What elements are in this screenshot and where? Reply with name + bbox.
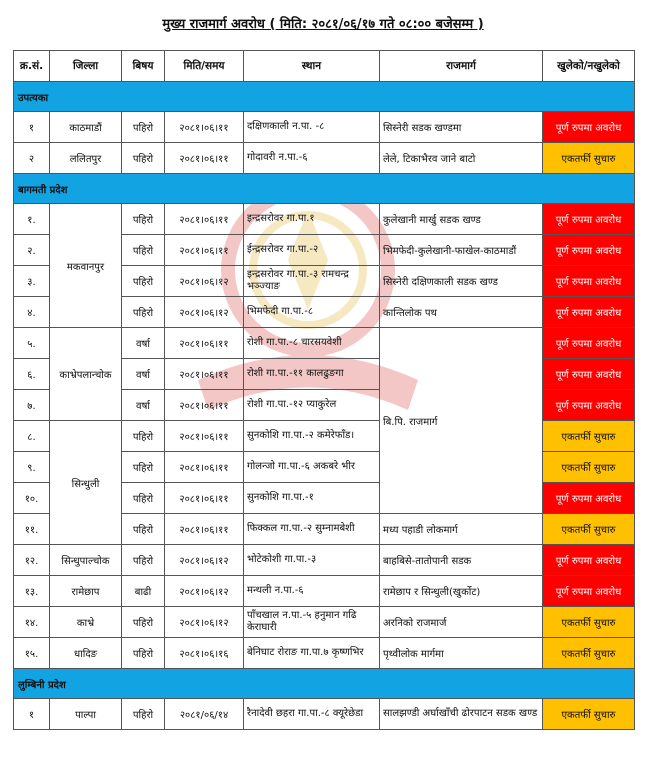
highway-cell: पृथ्वीलोक मार्गमा bbox=[380, 638, 543, 669]
sn-cell: ८. bbox=[14, 421, 50, 452]
highway-cell: बि.पि. राजमार्ग bbox=[380, 328, 543, 514]
place-cell: फिक्कल गा.पा.-२ सुम्नामबेशी bbox=[244, 514, 380, 545]
date-cell: २०८१।०६।११ bbox=[165, 143, 244, 174]
place-cell: रोशी गा.पा.-११ कालढुङगा bbox=[244, 359, 380, 390]
status-cell: एकतर्फी सुचारु bbox=[543, 514, 635, 545]
subject-cell: वर्षा bbox=[122, 328, 165, 359]
date-cell: २०८१।०६।१२ bbox=[165, 576, 244, 607]
status-cell: पूर्ण रुपमा अवरोध bbox=[543, 545, 635, 576]
subject-cell: पहिरो bbox=[122, 204, 165, 235]
table-row bbox=[14, 204, 635, 235]
date-cell: २०८१।०६।११ bbox=[165, 514, 244, 545]
status-cell: एकतर्फी सुचारु bbox=[543, 143, 635, 174]
district-cell: पाल्पा bbox=[50, 699, 122, 730]
date-cell: २०८१।०६।११ bbox=[165, 112, 244, 143]
place-cell: रोशी गा.पा.-१२ प्याकुरेल bbox=[244, 390, 380, 421]
place-cell: ईन्द्रसरोवर गा.पा.-२ bbox=[244, 235, 380, 266]
status-cell: एकतर्फी सुचारु bbox=[543, 607, 635, 638]
subject-cell: पहिरो bbox=[122, 235, 165, 266]
place-cell: पाँचखाल न.पा.-५ हनुमान गढि केराघारी bbox=[244, 607, 380, 638]
table-row bbox=[14, 545, 635, 576]
subject-cell: पहिरो bbox=[122, 421, 165, 452]
place-cell: गोदावरी न.पा.-६ bbox=[244, 143, 380, 174]
subject-cell: पहिरो bbox=[122, 143, 165, 174]
district-cell: रामेछाप bbox=[50, 576, 122, 607]
sn-cell: २ bbox=[14, 143, 50, 174]
sn-cell: १ bbox=[14, 699, 50, 730]
subject-cell: पहिरो bbox=[122, 638, 165, 669]
status-cell: पूर्ण रुपमा अवरोध bbox=[543, 483, 635, 514]
date-cell: २०८१।०६।११ bbox=[165, 359, 244, 390]
subject-cell: वर्षा bbox=[122, 390, 165, 421]
place-cell: इन्द्रसरोवर गा.पा.१ bbox=[244, 204, 380, 235]
subject-cell: पहिरो bbox=[122, 452, 165, 483]
header-highway: राजमार्ग bbox=[380, 51, 543, 82]
section-title: लुम्बिनी प्रदेश bbox=[14, 669, 635, 699]
sn-cell: ७. bbox=[14, 390, 50, 421]
sn-cell: ५. bbox=[14, 328, 50, 359]
subject-cell: वर्षा bbox=[122, 359, 165, 390]
sn-cell: ६. bbox=[14, 359, 50, 390]
date-cell: २०८१/०६/१४ bbox=[165, 699, 244, 730]
sn-cell: १३. bbox=[14, 576, 50, 607]
section-row bbox=[14, 174, 635, 204]
table-row bbox=[14, 112, 635, 143]
district-cell: काभ्रे bbox=[50, 607, 122, 638]
highway-cell: अरनिको राजमार्ज bbox=[380, 607, 543, 638]
header-subject: बिषय bbox=[122, 51, 165, 82]
sn-cell: १४. bbox=[14, 607, 50, 638]
subject-cell: पहिरो bbox=[122, 699, 165, 730]
highway-obstruction-table bbox=[13, 50, 635, 730]
sn-cell: ४. bbox=[14, 297, 50, 328]
highway-cell: कान्तिलोक पथ bbox=[380, 297, 543, 328]
district-cell: काठमाडौं bbox=[50, 112, 122, 143]
header-status: खुलेको/नखुलेको bbox=[543, 51, 635, 82]
status-cell: पूर्ण रुपमा अवरोध bbox=[543, 297, 635, 328]
highway-cell: सिस्नेरी दक्षिणकाली सडक खण्ड bbox=[380, 266, 543, 297]
subject-cell: पहिरो bbox=[122, 514, 165, 545]
status-cell: पूर्ण रुपमा अवरोध bbox=[543, 266, 635, 297]
sn-cell: १ bbox=[14, 112, 50, 143]
date-cell: २०८१।०६।१२ bbox=[165, 545, 244, 576]
highway-cell: कुलेखानी मार्खु सडक खण्ड bbox=[380, 204, 543, 235]
place-cell: रैनादेवी छहरा गा.पा.-८ क्यूरेछेडा bbox=[244, 699, 380, 730]
table-row bbox=[14, 143, 635, 174]
section-row bbox=[14, 669, 635, 699]
table-row bbox=[14, 328, 635, 359]
place-cell: सुनकोशि गा.पा.-१ bbox=[244, 483, 380, 514]
place-cell: भोटेकोशी गा.पा.-३ bbox=[244, 545, 380, 576]
district-cell: मकवानपुर bbox=[50, 204, 122, 328]
district-cell: काभ्रेपलान्चोक bbox=[50, 328, 122, 421]
subject-cell: पहिरो bbox=[122, 266, 165, 297]
date-cell: २०८१।०६।११ bbox=[165, 483, 244, 514]
place-cell: बेनिघाट रोराङ गा.पा.७ कृष्णभिर bbox=[244, 638, 380, 669]
sn-cell: ११. bbox=[14, 514, 50, 545]
district-cell: सिन्धुली bbox=[50, 421, 122, 545]
status-cell: पूर्ण रुपमा अवरोध bbox=[543, 112, 635, 143]
date-cell: २०८१।०६।११ bbox=[165, 328, 244, 359]
district-cell: ललितपुर bbox=[50, 143, 122, 174]
highway-cell: भिमफेदी-कुलेखानी-फाखेल-काठमाडौं bbox=[380, 235, 543, 266]
sn-cell: १. bbox=[14, 204, 50, 235]
table-header-row bbox=[14, 51, 635, 82]
header-date: मिति/समय bbox=[165, 51, 244, 82]
date-cell: २०८१।०६।१२ bbox=[165, 266, 244, 297]
header-district: जिल्ला bbox=[50, 51, 122, 82]
status-cell: एकतर्फी सुचारु bbox=[543, 699, 635, 730]
section-row bbox=[14, 82, 635, 112]
status-cell: पूर्ण रुपमा अवरोध bbox=[543, 235, 635, 266]
subject-cell: पहिरो bbox=[122, 483, 165, 514]
subject-cell: पहिरो bbox=[122, 607, 165, 638]
highway-cell: रामेछाप र सिन्धुली(खुर्कोट) bbox=[380, 576, 543, 607]
highway-cell: सालझण्डी अर्घाखाँची ढोरपाटन सडक खण्ड bbox=[380, 699, 543, 730]
sn-cell: १०. bbox=[14, 483, 50, 514]
place-cell: मन्थली न.पा.-६ bbox=[244, 576, 380, 607]
status-cell: पूर्ण रुपमा अवरोध bbox=[543, 576, 635, 607]
table-row bbox=[14, 638, 635, 669]
district-cell: सिन्धुपाल्चोक bbox=[50, 545, 122, 576]
highway-cell: सिस्नेरी सडक खण्डमा bbox=[380, 112, 543, 143]
date-cell: २०८१।०६।१२ bbox=[165, 607, 244, 638]
subject-cell: पहिरो bbox=[122, 545, 165, 576]
date-cell: २०८१।०६।११ bbox=[165, 204, 244, 235]
status-cell: पूर्ण रुपमा अवरोध bbox=[543, 328, 635, 359]
subject-cell: बाढी bbox=[122, 576, 165, 607]
place-cell: दक्षिणकाली न.पा. -८ bbox=[244, 112, 380, 143]
status-cell: पूर्ण रुपमा अवरोध bbox=[543, 204, 635, 235]
date-cell: २०८१।०६।१६ bbox=[165, 638, 244, 669]
table-row bbox=[14, 607, 635, 638]
place-cell: सुनकोशि गा.पा.-२ कमेरेफाँड। bbox=[244, 421, 380, 452]
status-cell: एकतर्फी सुचारु bbox=[543, 452, 635, 483]
highway-cell: मध्य पहाडी लोकमार्ग bbox=[380, 514, 543, 545]
date-cell: २०८१।०६।१२ bbox=[165, 297, 244, 328]
place-cell: रोशी गा.पा.-८ चारसयवेशी bbox=[244, 328, 380, 359]
date-cell: २०८१।०६।११ bbox=[165, 452, 244, 483]
highway-cell: बाहबिसे-तातोपानी सडक bbox=[380, 545, 543, 576]
sn-cell: १२. bbox=[14, 545, 50, 576]
place-cell: भिमफेदी गा.पा.-८ bbox=[244, 297, 380, 328]
sn-cell: १५. bbox=[14, 638, 50, 669]
status-cell: पूर्ण रुपमा अवरोध bbox=[543, 390, 635, 421]
header-place: स्थान bbox=[244, 51, 380, 82]
place-cell: गोलन्जो गा.पा.-६ अकबरे भीर bbox=[244, 452, 380, 483]
table-row bbox=[14, 699, 635, 730]
status-cell: एकतर्फी सुचारु bbox=[543, 638, 635, 669]
highway-cell: लेले, टिकाभैरव जाने बाटो bbox=[380, 143, 543, 174]
section-title: उपत्यका bbox=[14, 82, 635, 112]
page-title: मुख्य राजमार्ग अवरोध ( मिति: २०८१/०६/१७ गते ०८:०० बजेसम्म ) bbox=[162, 17, 484, 32]
date-cell: २०८१।०६।११ bbox=[165, 235, 244, 266]
section-title: बागमती प्रदेश bbox=[14, 174, 635, 204]
place-cell: इन्द्रसरोवर गा.पा.-३ रामचन्द्र भञ्ज्याङ bbox=[244, 266, 380, 297]
subject-cell: पहिरो bbox=[122, 112, 165, 143]
table-row bbox=[14, 576, 635, 607]
sn-cell: ३. bbox=[14, 266, 50, 297]
date-cell: २०८१।०६।११ bbox=[165, 421, 244, 452]
subject-cell: पहिरो bbox=[122, 297, 165, 328]
header-sn: क्र.सं. bbox=[14, 51, 50, 82]
status-cell: पूर्ण रुपमा अवरोध bbox=[543, 359, 635, 390]
sn-cell: २. bbox=[14, 235, 50, 266]
sn-cell: ९. bbox=[14, 452, 50, 483]
date-cell: २०८१।०६।११ bbox=[165, 390, 244, 421]
status-cell: एकतर्फी सुचारु bbox=[543, 421, 635, 452]
district-cell: धादिङ bbox=[50, 638, 122, 669]
